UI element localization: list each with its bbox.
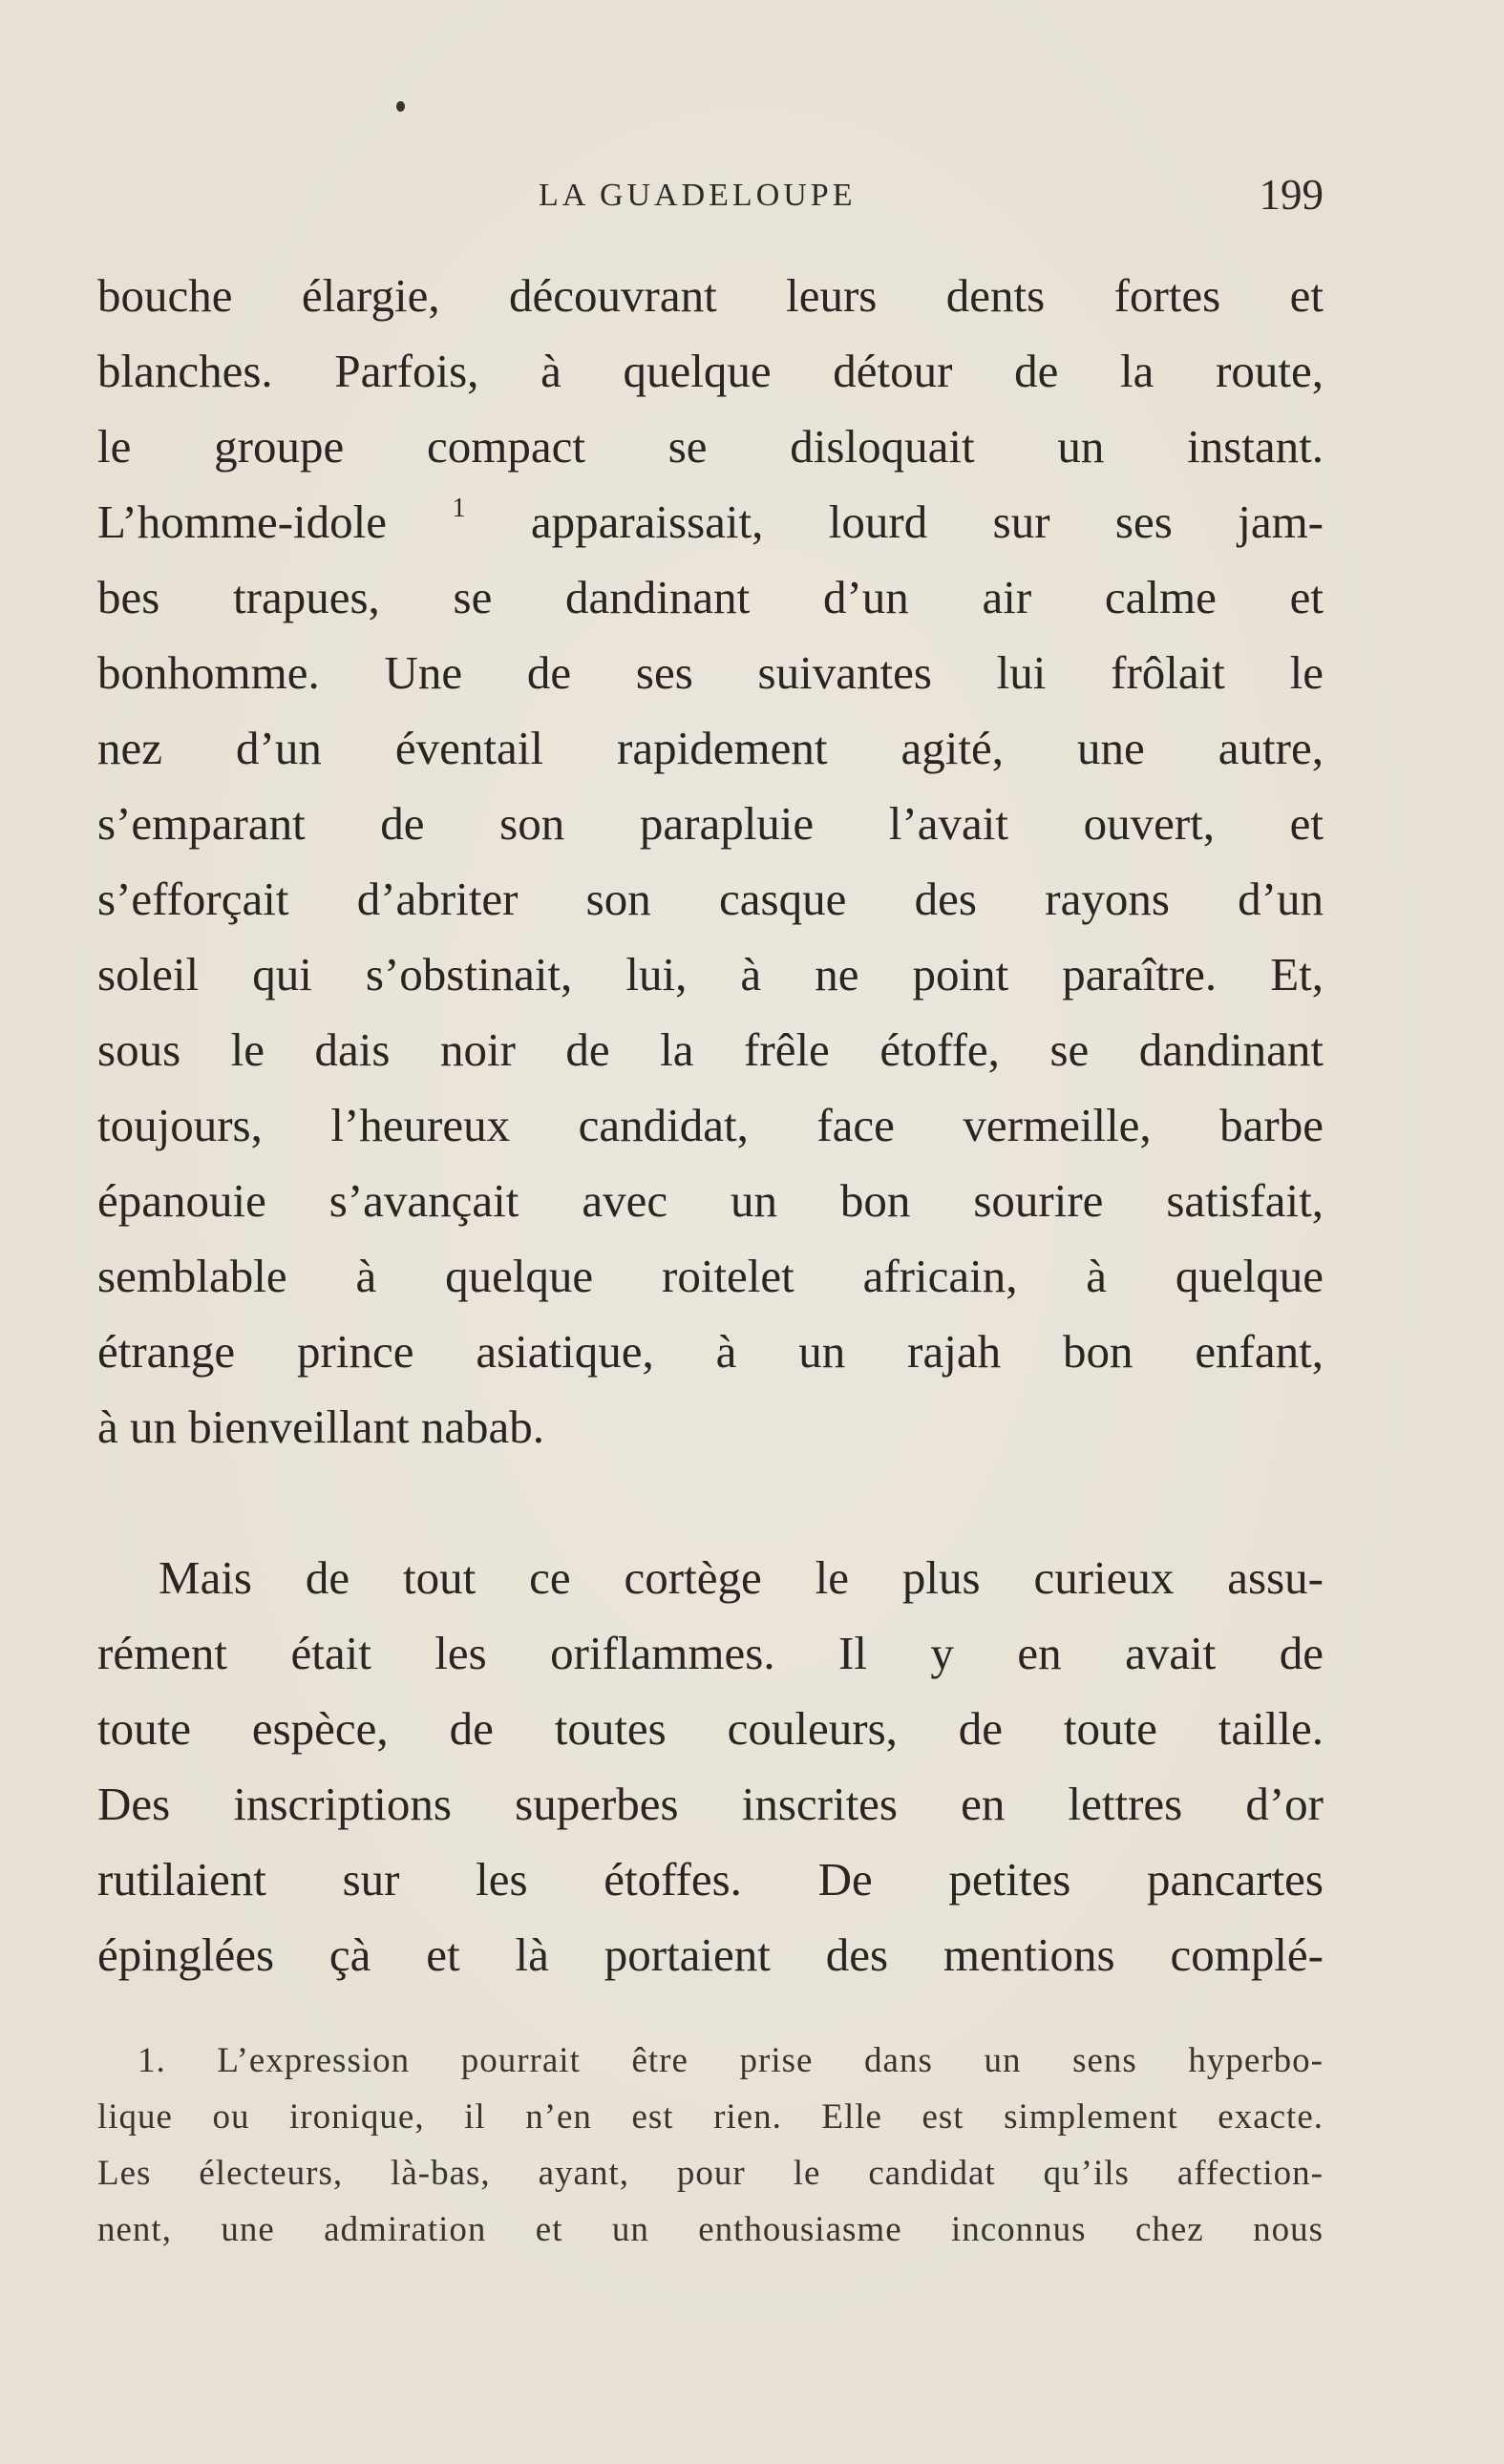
text-line: étrange prince asiatique, à un rajah bon enfant, (97, 1325, 1324, 1378)
text-line: toujours, l’heureux candidat, face vermeille, barbe (97, 1099, 1324, 1151)
running-head: LA GUADELOUPE (539, 178, 857, 213)
paragraph-gap (97, 1464, 1324, 1540)
text-line: soleil qui s’obstinait, lui, à ne point paraître. Et, (97, 948, 1324, 1000)
text-line: à un bienveillant nabab. (97, 1400, 545, 1453)
text-line: bes trapues, se dandinant d’un air calme et (97, 571, 1324, 623)
text-line: nez d’un éventail rapidement agité, une autre, (97, 722, 1324, 774)
footnote-line: nent, une admiration et un enthousiasme inconnus chez nous (97, 2210, 1324, 2249)
text-line: épanouie s’avançait avec un bon sourire satisfait, (97, 1174, 1324, 1227)
text-line (97, 484, 1324, 559)
text-line: bouche élargie, découvrant leurs dents fortes et (97, 269, 1324, 322)
text-line: s’emparant de son parapluie l’avait ouvert, et (97, 797, 1324, 850)
text-line: s’efforçait d’abriter son casque des rayons d’un (97, 873, 1324, 925)
text-fragment: apparaissait, lourd sur ses jam- (530, 495, 1324, 548)
text-line: blanches. Parfois, à quelque détour de la route, (97, 345, 1324, 397)
text-line: toute espèce, de toutes couleurs, de toute taille. (97, 1702, 1324, 1755)
text-line: épinglées çà et là portaient des mentions complé- (97, 1928, 1324, 1981)
footnote-line: lique ou ironique, il n’en est rien. Elle est simplement exacte. (97, 2097, 1324, 2137)
text-line: semblable à quelque roitelet africain, à quelque (97, 1250, 1324, 1302)
footnote-line: Les électeurs, là-bas, ayant, pour le candidat qu’ils affection- (97, 2154, 1324, 2193)
footnote-reference: 1 (452, 494, 466, 523)
text-line: sous le dais noir de la frêle étoffe, se dandinant (97, 1023, 1324, 1076)
body-text (97, 258, 1324, 1992)
text-line: rément était les oriflammes. Il y en avait de (97, 1627, 1324, 1679)
text-line: rutilaient sur les étoffes. De petites pancartes (97, 1853, 1324, 1906)
footnote-line: 1. L’expression pourrait être prise dans un sens hyperbo- (138, 2041, 1324, 2080)
text-fragment: L’homme-idole (97, 495, 388, 548)
ink-speck (396, 101, 405, 112)
text-line: Des inscriptions superbes inscrites en lettres d’or (97, 1778, 1324, 1830)
footnote (97, 2032, 1324, 2258)
text-line: le groupe compact se disloquait un instant. (97, 420, 1324, 473)
text-line: bonhomme. Une de ses suivantes lui frôlait le (97, 646, 1324, 699)
text-line: Mais de tout ce cortège le plus curieux assu- (159, 1551, 1324, 1604)
page-number: 199 (1259, 171, 1324, 219)
page-header (97, 170, 1324, 223)
